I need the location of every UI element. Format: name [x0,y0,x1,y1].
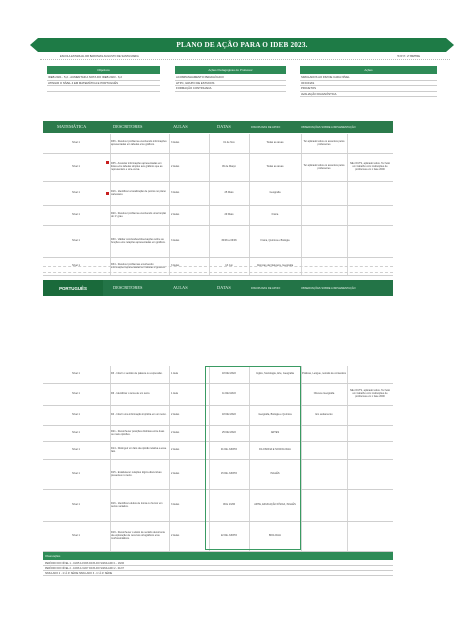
header-aulas: AULAS [173,285,188,290]
row-aulas: 2 Aulas [171,213,180,217]
row-obs: Ter aplicado todos os assuntos pelos professores [303,139,345,146]
table-row [43,154,393,182]
row-level: Nível 1 [72,141,80,145]
observations-band: Observações [43,552,393,560]
row-level: Nível 1 [72,191,80,195]
row-datas: 25 Maio [224,191,234,195]
list-item: PERÍODO DO NÍVEL 1 - 01/05 A 15/06 DATA DO SIMULADO 1 - 16/06 [43,561,393,566]
row-apoio: INGLÊS [270,472,280,476]
row-level: Nível 1 [72,239,80,243]
list-item: FORMAÇÃO CONTINUADA [175,86,286,92]
strategies-list [175,75,286,92]
row-apoio: Física [271,213,279,217]
row-aulas: 2 Aulas [171,165,180,169]
row-apoio: BIOLOGIA [269,534,281,538]
table-row [43,206,393,226]
row-descritor: D30 - Validar conclusões/observações sobre as funções e/ou relações apresentadas em gráficos. [111,237,166,244]
row-apoio: Todas as áreas [266,165,284,169]
header-disciplinas: DISCIPLINAS DE APOIO [251,125,281,129]
row-aulas: 1 Aula [171,392,178,396]
row-apoio: Ciências da Natureza, Geografia [256,264,294,268]
row-level: Nível 1 [72,472,80,476]
list-item: SIMULADO 2 - 1ª À 4ª SÉRIE SIMULADO 3 - 1ª À 4ª SÉRIE [43,571,393,576]
strategies-header: Ações Pedagógicas do Professor [175,66,286,74]
list-item: AVALIAÇÃO DIAGNÓSTICA [300,92,437,98]
row-aulas: 2 Aulas [171,534,180,538]
row-level: Nível 1 [72,372,80,376]
row-descritor: D35 - Associar informações apresentadas em listas e/ou tabelas simples aos gráficos que as representam e vice-versa. [111,162,163,171]
row-descritor: D6 - Identificar o tema de um texto. [111,392,151,396]
row-datas: 11 DE MAIO [222,392,236,396]
list-item: HTPC, GRUPO DE ESTUDOS [175,81,286,87]
header-disciplinas: DISCIPLINAS DE APOIO [251,286,281,290]
row-datas: 30/06 a 06/06 [221,239,237,243]
row-obs: Oferece Geografia [313,392,335,396]
row-level: Nível 1 [72,165,80,169]
row-aulas: 1 Aula [171,372,178,376]
actions-header: Ações [300,66,437,74]
header-descritores: DESCRITORES [113,285,143,290]
table-row [43,226,393,258]
row-apoio: ARTES [270,431,280,435]
header-descritores: DESCRITORES [113,124,143,129]
row-datas: 29 Maio [224,213,234,217]
row-descritor: D15 - Estabelecer relações lógico-discursivas presentes no texto. [111,470,162,477]
highlight-box [205,366,301,550]
row-aulas: 2 Aulas [171,472,180,476]
row-level: Nível 1 [72,431,80,435]
row-level: Nível 1 [72,503,80,507]
row-datas: 25 DE MAIO [221,431,237,435]
row-aulas: 3 Aulas [171,264,180,268]
row-level: Nível 1 [72,213,80,217]
list-item: PERÍODO DO NÍVEL 2 - 16/06 A 31/07 DATA DO SIMULADO 2 - 01/07 [43,566,393,571]
marker-icon [106,161,109,164]
list-item: SIMULADOS AO FIM DE CADA NÍVEL [300,75,437,81]
row-descritor: D36 - Resolver problema envolvendo informações apresentadas em tabelas e/ou gráficos. [111,139,167,146]
school-name: ESCOLA ESTADUAL DR BARONIAS AUGUSTO DE SANTA MARIA [60,55,139,58]
actions-list [300,75,437,97]
row-descritor: D3 - Inferir o sentido de palavra ou expressão. [111,372,163,376]
row-level: Nível 1 [72,413,80,417]
row-descritor: D20 - Resolver problema envolvendo uma função do 1º grau. [111,211,167,218]
row-datas: 01 de Nov [223,141,235,145]
row-extra-note: Não OUTS, aplicado todos. Ter feito um trabalho com instituições de problemas em n fase 2000 [350,162,390,171]
row-apoio: Todas as áreas [266,141,284,145]
row-extra-note: Não OUTS, aplicado todos. Ter feito um trabalho com instituições de problemas em n fase 2000 [350,389,390,398]
divider [40,59,450,62]
row-apoio: Geografia [269,191,281,195]
marker-icon [106,192,109,195]
row-level: Nível 1 [72,264,80,268]
row-descritor: D14 - Distinguir um fato da opinião relativa a esse fato. [111,446,167,453]
row-obs: Em andamento [315,413,333,417]
row-datas: 09 de Março [222,165,236,169]
row-descritor: D4 - Inferir uma informação implícita em um texto. [111,413,167,417]
observations-list [43,561,393,576]
row-datas: 01 DE JUNHO [220,448,238,452]
row-descritor: D16 - Identificar efeitos de ironia ou humor em textos variados. [111,501,163,508]
page-title: PLANO DE AÇÃO PARA O IDEB 2023. [38,38,446,52]
row-apoio: Física, Química e Biologia [260,239,290,243]
row-aulas: 2 Aulas [171,448,180,452]
row-apoio: ARTE, EDUCAÇÃO FÍSICA, INGLÊS [254,503,296,507]
list-item: IDEB 2021 - 5,2 - AUMENTAR A NOTA DO IDEB 2023 - 6,2 [47,75,160,81]
list-item: OFICINAS [300,81,437,87]
row-aulas: 2 Aulas [171,413,180,417]
row-datas: 13 Jun [225,264,233,268]
header-subject: PORTUGUÊS [43,280,103,296]
list-item: ACOMPANHAMENTO PEDAGÓGICO [175,75,286,81]
objectives-header: Objetivos [47,66,160,74]
divider [43,266,393,269]
math-table [43,134,393,276]
row-descritor: D19 - Reconhecer o efeito de sentido decorrente da exploração de recursos ortográficos e/ou morfossintáticos. [111,531,166,540]
header-datas: DATAS [217,285,231,290]
row-aulas: 3 Aulas [171,191,180,195]
table-row [43,182,393,206]
row-descritor: D21 - Reconhecer posições distintas entre duas ou mais opiniões. [111,429,165,436]
table-row [43,134,393,154]
row-aulas: 3 Aulas [171,239,180,243]
math-table-header [43,121,393,133]
header-aulas: AULAS [173,124,188,129]
row-datas: 18 DE MAIO [221,413,237,417]
row-datas: 06 E 13/06 [222,503,236,507]
row-aulas: 3 Aulas [171,503,180,507]
row-descritor: D34 - Resolver problemas envolvendo informações apresentadas em tabelas e gráficos. [111,262,166,269]
header-subject: MATEMÁTICA [57,124,87,129]
row-level: Nível 1 [72,392,80,396]
list-item: ATINGIR O NÍVEL 4 EM MATEMÁTICA E PORTUGUÊS [47,81,160,87]
grade-info: 5º/4º P.: 2º BIMTRE [397,55,420,58]
objectives-list [47,75,160,92]
header-observacoes: OBSERVAÇÕES SOBRE A IMPLEMENTAÇÃO [301,286,356,290]
row-obs: Práticas, Lerigue, revisão de conteúdos [302,372,346,376]
row-obs: Ter aplicado todos os assuntos pelos professores [303,163,345,170]
row-descritor: D16 - Identificar a localização de pontos no plano cartesiano. [111,189,166,196]
row-aulas: 3 Aulas [171,141,180,145]
list-item: PROJETOS [300,86,437,92]
header-observacoes: OBSERVAÇÕES SOBRE A IMPLEMENTAÇÃO [301,125,356,129]
row-datas: 22 DE JUNHO [220,534,238,538]
row-aulas: 2 Aulas [171,431,180,435]
school-info [60,55,420,58]
header-datas: DATAS [217,124,231,129]
row-apoio: FILOSOFIA E SOCIOLOGIA [259,448,291,452]
row-datas: 18 DE MAIO [221,372,237,376]
row-level: Nível 1 [72,534,80,538]
row-apoio: Geografia, Biologia e Química [258,413,292,417]
divider [43,272,393,275]
row-level: Nível 1 [72,448,80,452]
row-apoio: Inglês, Sociologia, Arte, Geografia [256,372,294,376]
list-item [47,86,160,92]
row-datas: 15 DE JUNHO [220,472,238,476]
